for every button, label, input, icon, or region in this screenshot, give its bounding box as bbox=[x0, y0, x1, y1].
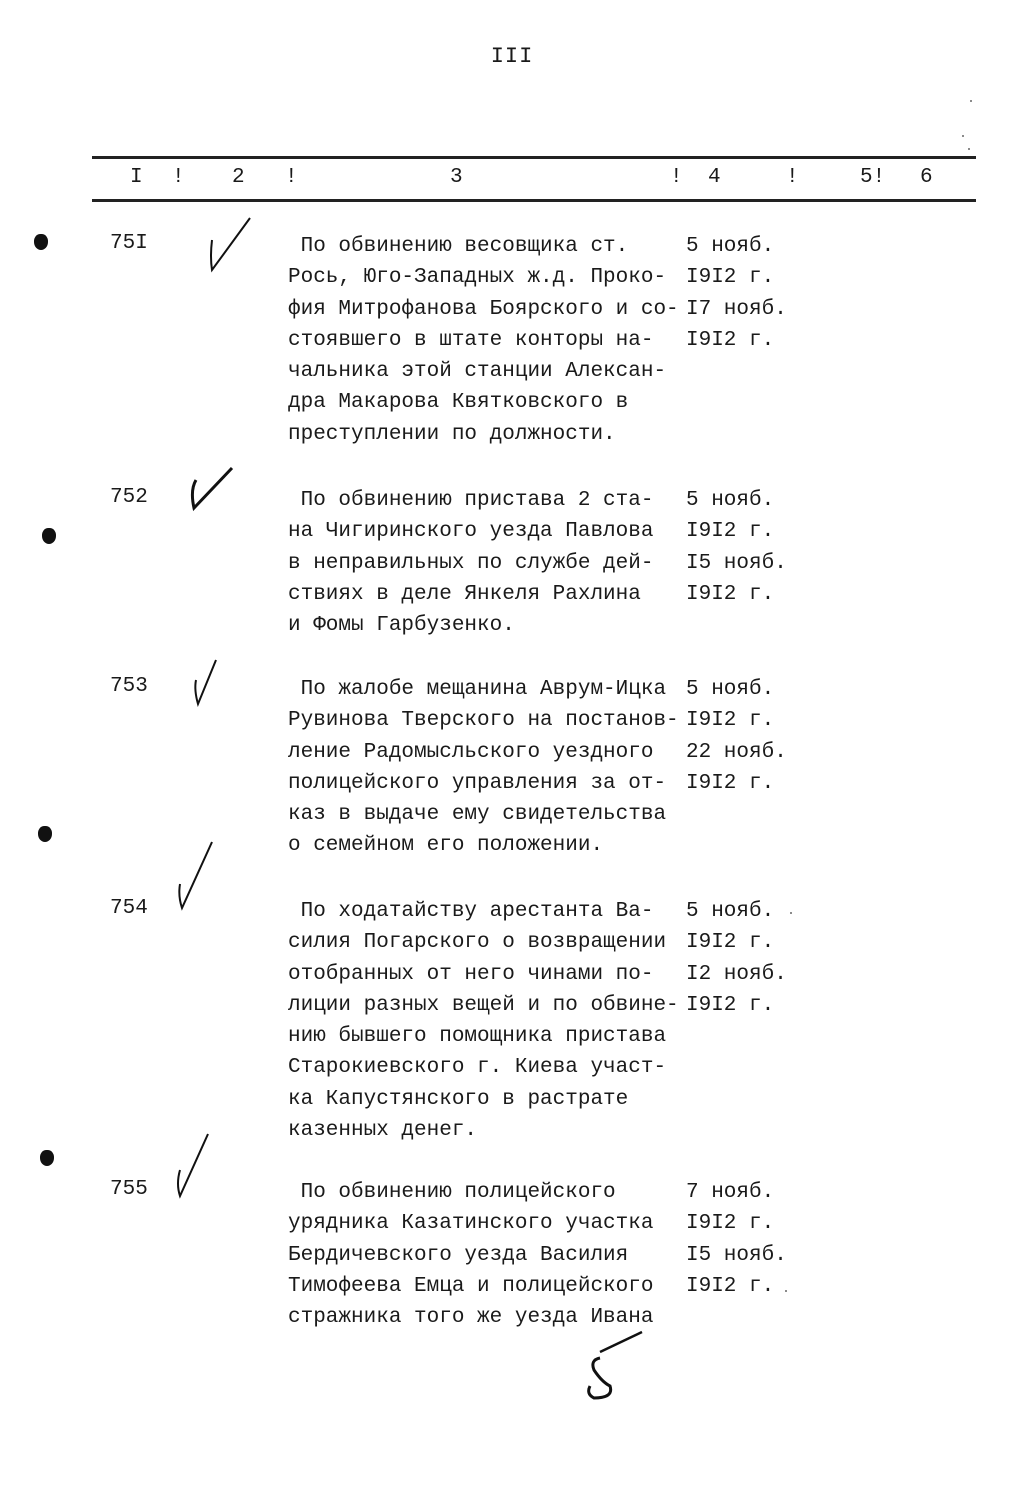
handwritten-mark-icon bbox=[580, 1330, 660, 1410]
scan-speck bbox=[970, 100, 972, 102]
checkmark-icon bbox=[188, 656, 258, 726]
header-col-4: 4 bbox=[708, 166, 721, 189]
scan-speck bbox=[968, 148, 970, 150]
checkmark-icon bbox=[186, 460, 256, 530]
header-separator: ! bbox=[670, 166, 683, 189]
punch-hole-icon bbox=[42, 528, 56, 544]
case-description: По обвинению весовщика ст. Рось, Юго-Западных ж.д. Проко- фия Митрофанова Боярского и со- стоявшего в штате конторы на- чальника этой станции Алексан- дра Макарова Квятковского в преступлении по должности. bbox=[288, 235, 679, 446]
header-col-2: 2 bbox=[232, 166, 245, 189]
table-top-rule bbox=[92, 156, 976, 159]
case-dates: 5 нояб. I9I2 г. I2 нояб. I9I2 г. bbox=[686, 900, 787, 1017]
punch-hole-icon bbox=[40, 1150, 54, 1166]
punch-hole-icon bbox=[38, 826, 52, 842]
entry-number: 754 bbox=[110, 897, 148, 920]
header-separator: ! bbox=[285, 166, 298, 189]
scan-speck bbox=[785, 1290, 787, 1292]
table-bottom-rule bbox=[92, 199, 976, 202]
page-number: III bbox=[490, 44, 534, 69]
entry-number: 755 bbox=[110, 1178, 148, 1201]
case-dates: 7 нояб. I9I2 г. I5 нояб. I9I2 г. bbox=[686, 1181, 787, 1298]
case-description: По обвинению пристава 2 ста- на Чигиринского уезда Павлова в неправильных по службе дей- ствиях в деле Янкеля Рахлина и Фомы Гарбузенко. bbox=[288, 489, 654, 638]
header-separator: ! bbox=[172, 166, 185, 189]
punch-hole-icon bbox=[34, 234, 48, 250]
checkmark-icon bbox=[170, 1130, 240, 1200]
header-col-6: 6 bbox=[920, 166, 933, 189]
case-description: По жалобе мещанина Аврум-Ицка Рувинова Тверского на постанов- ление Радомысльского уездного полицейского управления за от- каз в выдаче ему свидетельства о семейном его положении. bbox=[288, 678, 679, 858]
case-dates: 5 нояб. I9I2 г. I7 нояб. I9I2 г. bbox=[686, 235, 787, 352]
entry-number: 753 bbox=[110, 675, 148, 698]
case-description: По обвинению полицейского урядника Казатинского участка Бердичевского уезда Василия Тимофеева Емца и полицейского стражника того же уезда Ивана bbox=[288, 1181, 654, 1330]
scan-speck bbox=[962, 135, 964, 137]
checkmark-icon bbox=[172, 840, 242, 910]
case-dates: 5 нояб. I9I2 г. I5 нояб. I9I2 г. bbox=[686, 489, 787, 606]
header-col-3: 3 bbox=[450, 166, 463, 189]
checkmark-icon bbox=[200, 212, 270, 282]
header-col-1: I bbox=[130, 166, 143, 189]
scan-speck bbox=[790, 912, 792, 914]
header-col-5: 5! bbox=[860, 166, 886, 189]
entry-number: 752 bbox=[110, 486, 148, 509]
case-description: По ходатайству арестанта Ва- силия Погарского о возвращении отобранных от него чинами по- лиции разных вещей и по обвине- нию бывшего помощника пристава Старокиевского г. Киева участ- ка Капустянского в растрате казенных денег. bbox=[288, 900, 679, 1143]
case-dates: 5 нояб. I9I2 г. 22 нояб. I9I2 г. bbox=[686, 678, 787, 795]
entry-number: 75I bbox=[110, 232, 148, 255]
header-separator: ! bbox=[786, 166, 799, 189]
